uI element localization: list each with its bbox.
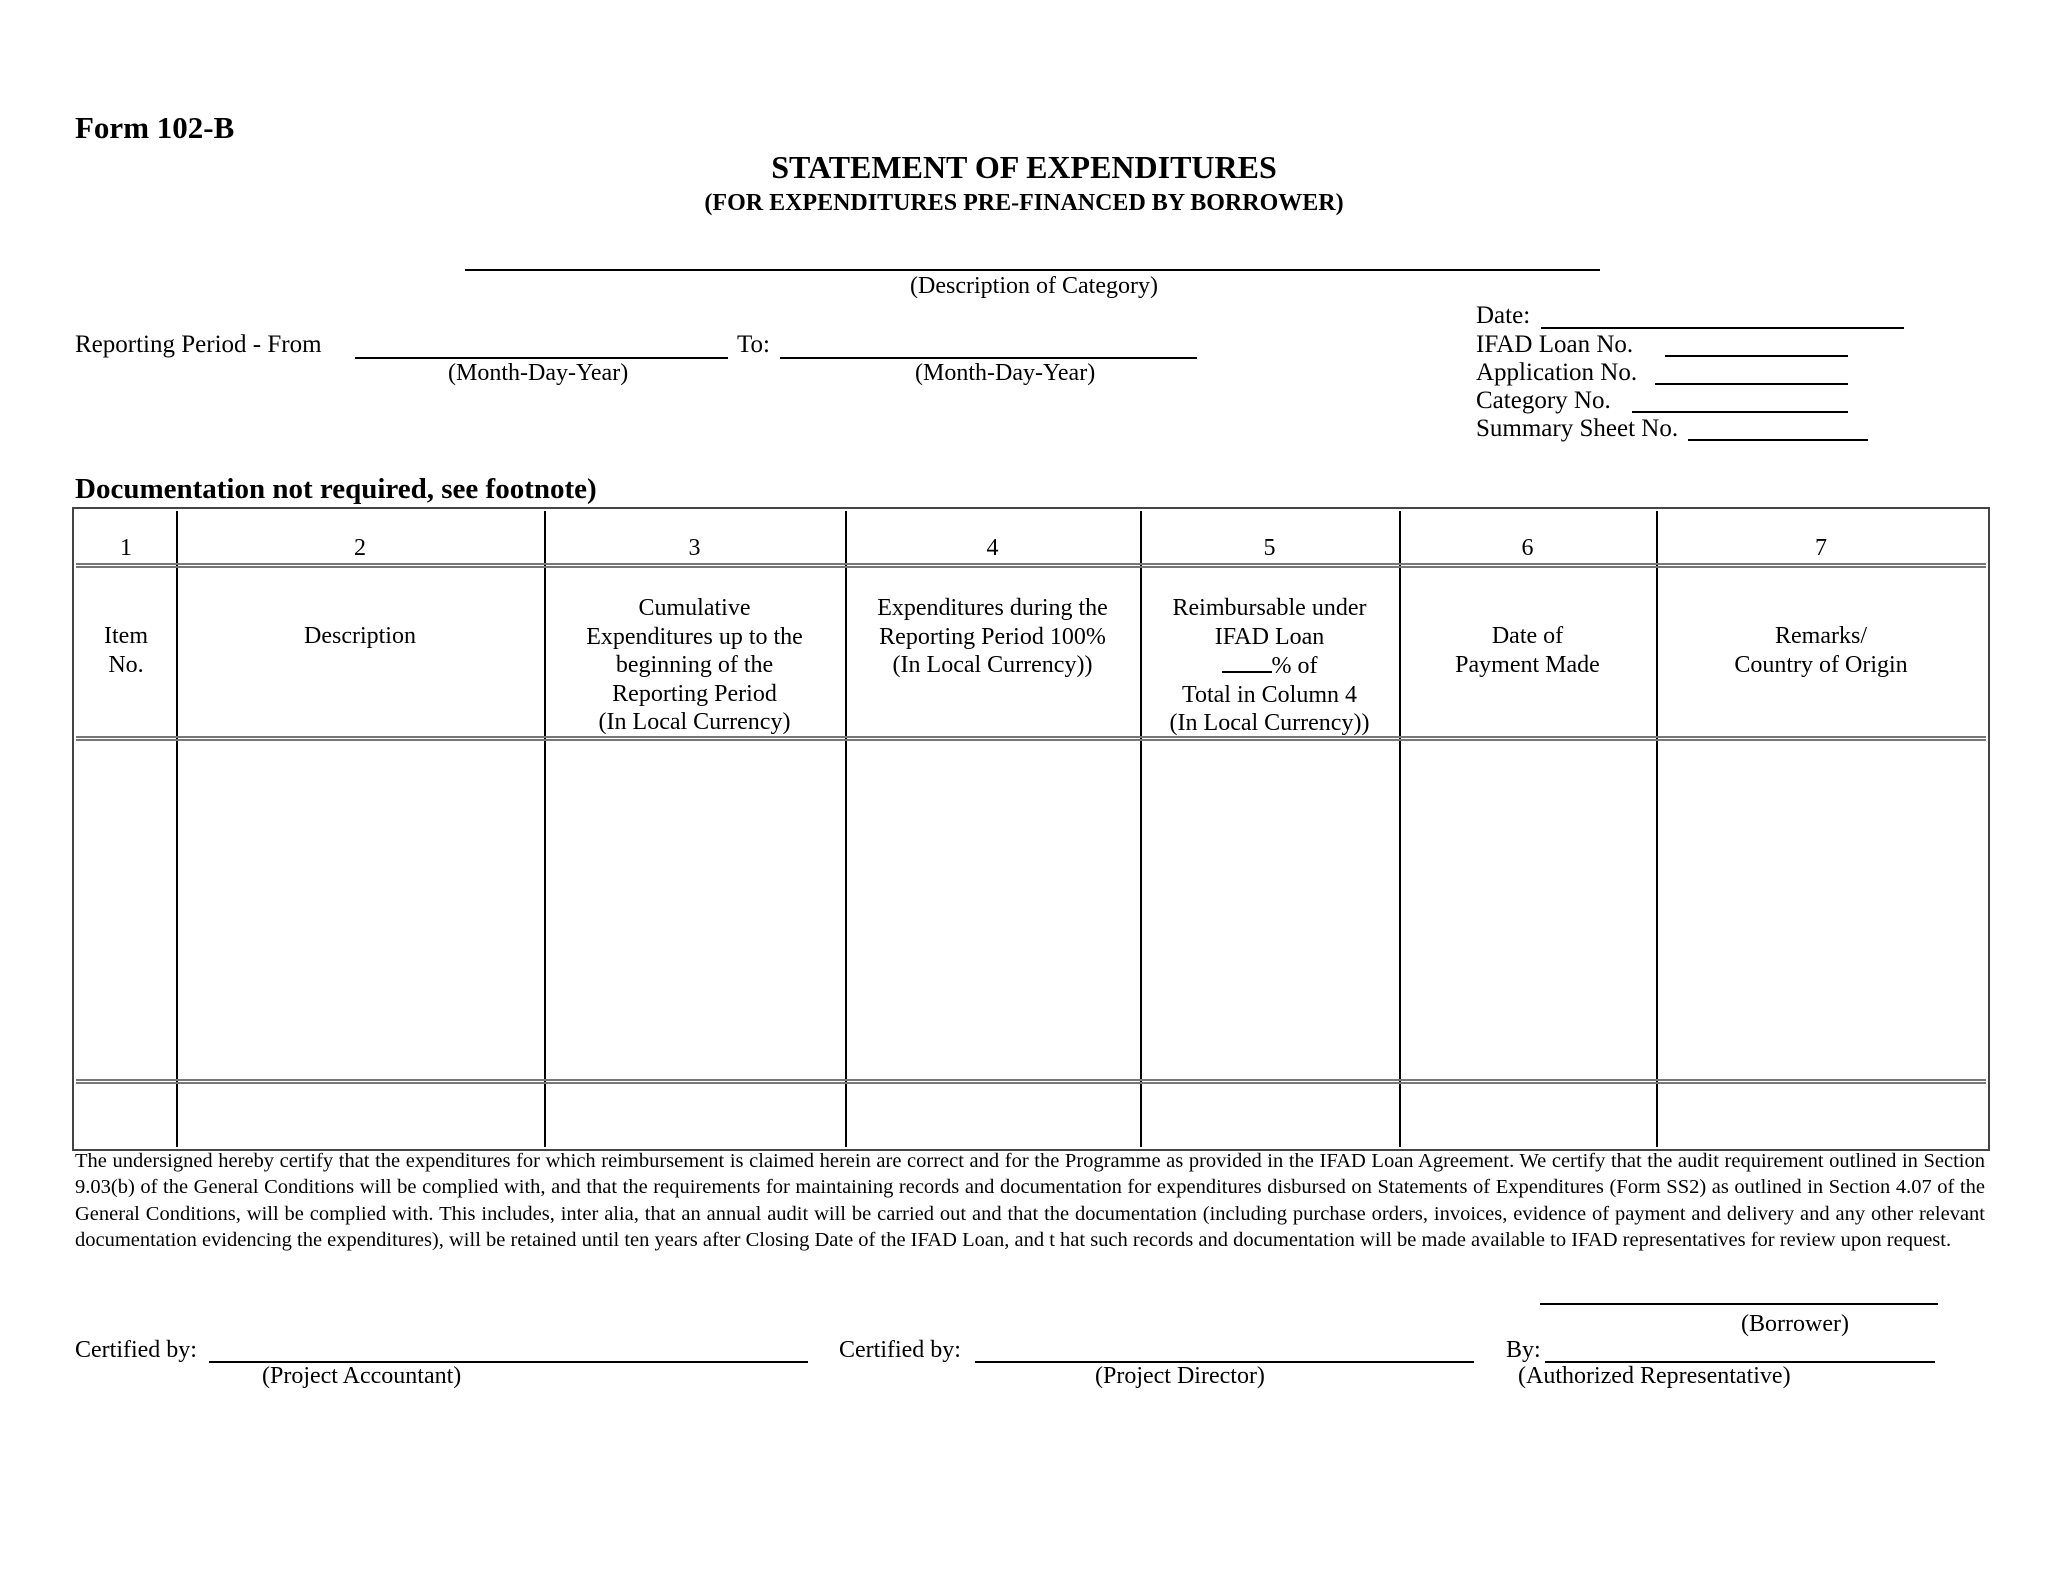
header-description: Description: [304, 623, 416, 649]
application-no-label: Application No.: [1476, 359, 1638, 386]
header-remarks: Remarks/ Country of Origin: [1734, 623, 1908, 678]
header-item-no: Item No.: [104, 623, 148, 678]
percentage-blank[interactable]: [1222, 651, 1272, 673]
column-number: 6: [1521, 535, 1534, 561]
certification-paragraph: The undersigned hereby certify that the expenditures for which reimbursement is claimed herein are correct and for the Programme as provided in the IFAD Loan Agreement. We certify that the audit requirement outlined in Section 9.03(b) of the General Conditions will be complied with, and that the requirements for maintaining records and documentation for expenditures disbursed on Statements of Expenditures (Form SS2) as outlined in Section 4.07 of the General Conditions, will be complied with. This includes, inter alia, that an annual audit will be carried out and that the documentation (including purchase orders, invoices, evidence of payment and delivery and any other relevant documentation evidencing the expenditures), will be retained until ten years after Closing Date of the IFAD Loan, and t hat such records and documentation will be made available to IFAD representatives for review upon request.: [75, 1150, 1985, 1251]
category-description-field[interactable]: [465, 269, 1600, 271]
form-title: STATEMENT OF EXPENDITURES: [771, 149, 1277, 185]
date-field[interactable]: [1541, 327, 1904, 329]
column-divider: [1656, 511, 1658, 1147]
ifad-loan-no-field[interactable]: [1665, 355, 1848, 357]
category-no-field[interactable]: [1632, 411, 1848, 413]
row-divider: [76, 563, 1986, 568]
column-number: 7: [1815, 535, 1827, 561]
column-number: 3: [688, 535, 701, 561]
from-date-format-caption: (Month-Day-Year): [448, 360, 629, 386]
summary-sheet-no-field[interactable]: [1688, 439, 1868, 441]
certified-by-label-1: Certified by:: [75, 1337, 197, 1363]
header-payment-date: Date of Payment Made: [1455, 623, 1600, 678]
column-number: 4: [986, 535, 999, 561]
header-reimbursable: Reimbursable under IFAD Loan % of Total in Column 4 (In Local Currency)): [1169, 595, 1370, 736]
form-id: Form 102-B: [75, 110, 235, 145]
row-divider: [76, 736, 1986, 741]
column-divider: [1399, 511, 1401, 1147]
header-cumulative-expenditures: Cumulative Expenditures up to the beginning of the Reporting Period (In Local Currency): [586, 595, 803, 735]
column-divider: [176, 511, 178, 1147]
reporting-period-from-field[interactable]: [355, 357, 728, 359]
borrower-signature-line[interactable]: [1540, 1303, 1938, 1305]
column-number: 1: [120, 535, 132, 561]
header-period-expenditures: Expenditures during the Reporting Period 100% (In Local Currency)): [877, 595, 1108, 678]
ifad-loan-no-label: IFAD Loan No.: [1476, 331, 1634, 358]
project-director-caption: (Project Director): [1095, 1363, 1265, 1389]
reporting-period-from-label: Reporting Period - From: [75, 331, 322, 358]
column-number: 2: [354, 535, 366, 561]
form-subtitle: (FOR EXPENDITURES PRE-FINANCED BY BORROWER): [704, 190, 1344, 216]
reporting-period-to-field[interactable]: [780, 357, 1197, 359]
reporting-period-to-label: To:: [737, 331, 770, 358]
summary-sheet-no-label: Summary Sheet No.: [1476, 415, 1679, 442]
category-description-caption: (Description of Category): [910, 273, 1158, 299]
project-accountant-caption: (Project Accountant): [262, 1363, 462, 1389]
documentation-heading: Documentation not required, see footnote): [75, 473, 597, 505]
application-no-field[interactable]: [1655, 383, 1848, 385]
date-label: Date:: [1476, 302, 1531, 329]
row-divider: [76, 1079, 1986, 1084]
borrower-caption: (Borrower): [1741, 1311, 1849, 1337]
certified-by-label-2: Certified by:: [839, 1337, 961, 1363]
category-no-label: Category No.: [1476, 387, 1611, 414]
column-number: 5: [1263, 535, 1276, 561]
by-label: By:: [1506, 1337, 1541, 1363]
authorized-representative-caption: (Authorized Representative): [1518, 1363, 1791, 1389]
to-date-format-caption: (Month-Day-Year): [915, 360, 1096, 386]
